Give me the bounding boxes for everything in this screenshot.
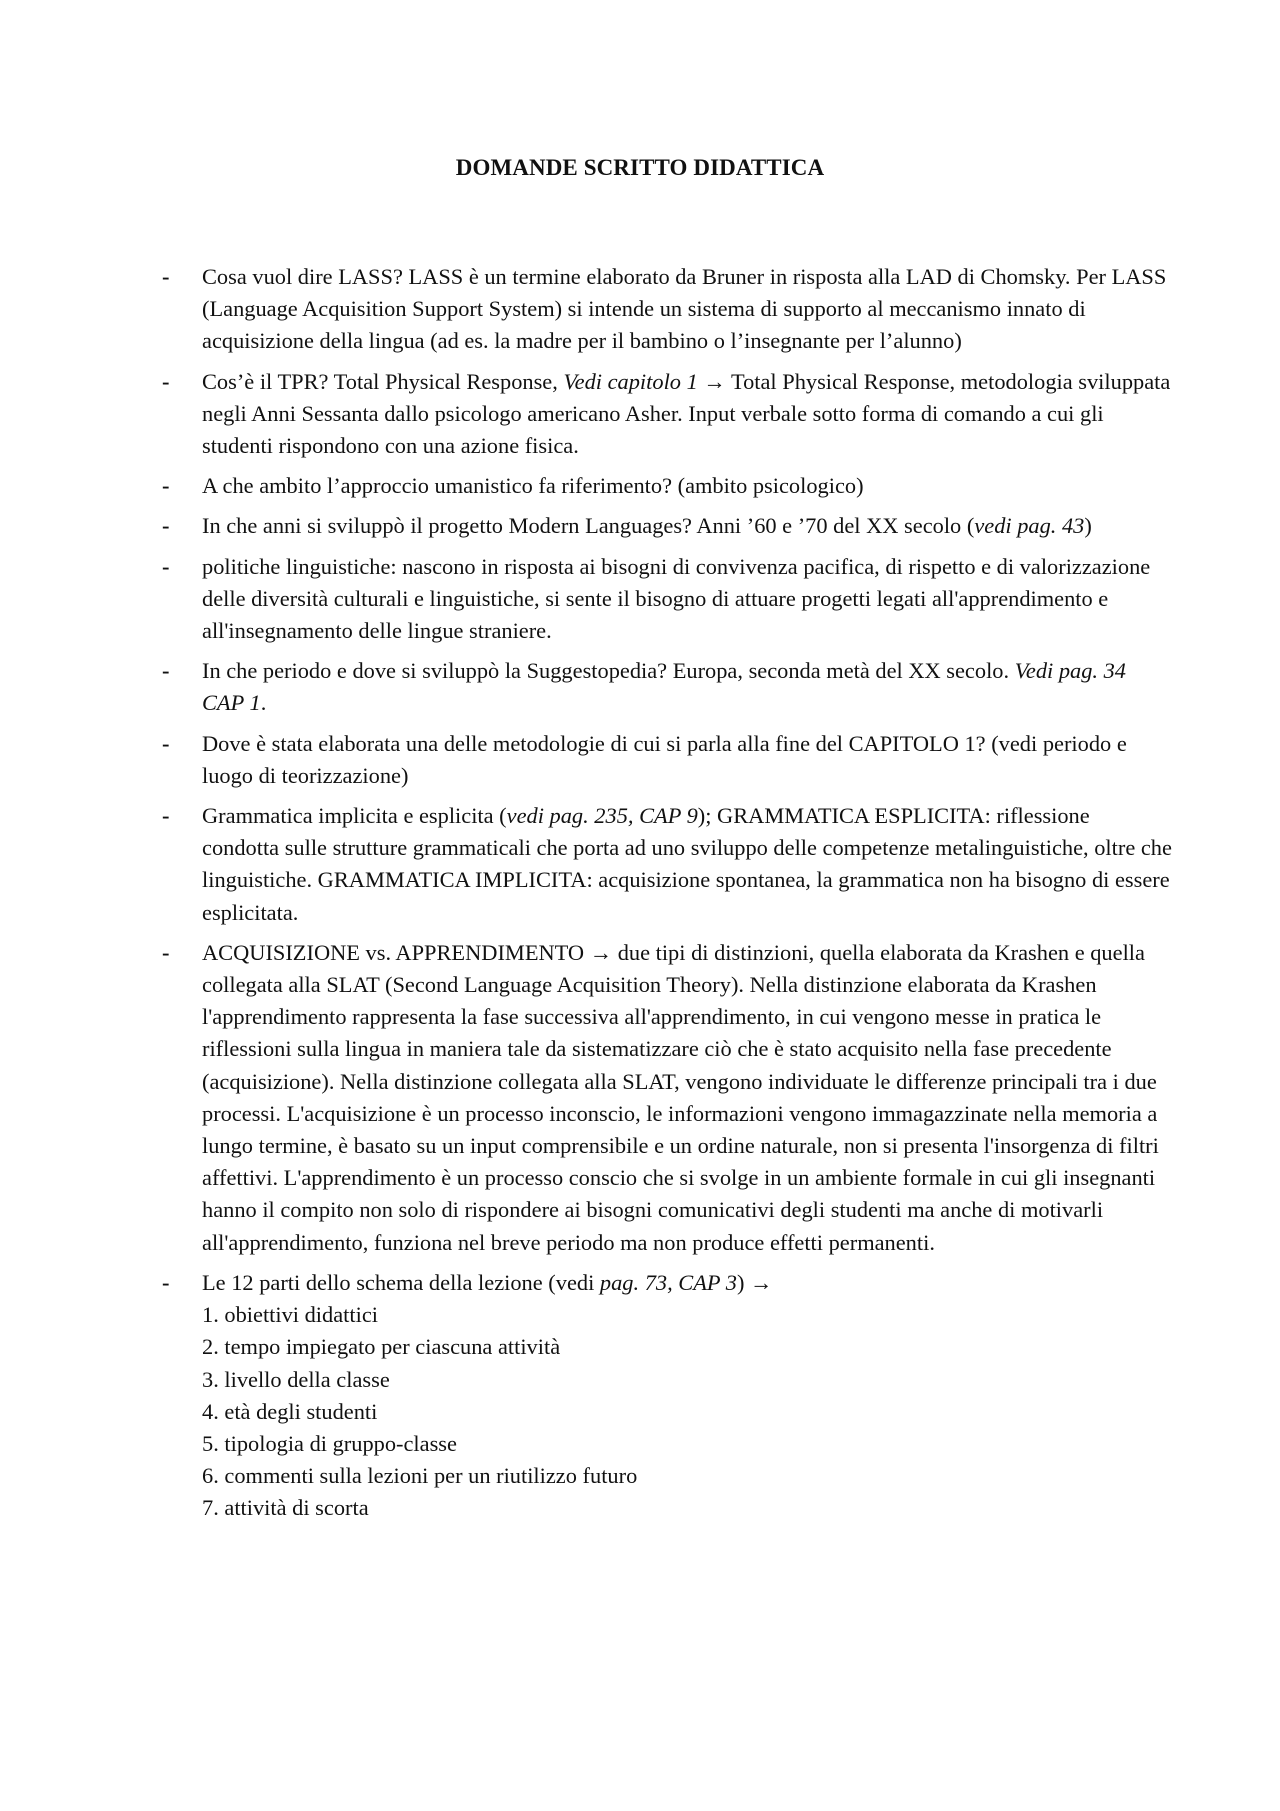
item-text: Dove è stata elaborata una delle metodologie di cui si parla alla fine del CAPITOLO 1? (vedi periodo e luogo di teorizzazione) bbox=[202, 730, 1127, 788]
dash-bullet-icon: - bbox=[162, 513, 170, 539]
item-text: Cos’è il TPR? Total Physical Response, bbox=[202, 368, 564, 394]
list-item bbox=[162, 366, 1172, 463]
item-text: ); GRAMMATICA ESPLICITA: riflessione condotta sulle strutture grammaticali che porta ad uno sviluppo delle competenze metalinguistiche, oltre che linguistiche. GRAMMATICA IMPLICITA: acquisizione spontanea, la grammatica non ha bisogno di essere esplicitata. bbox=[202, 803, 1172, 925]
list-item bbox=[162, 510, 1172, 542]
item-text: In che periodo e dove si sviluppò la Suggestopedia? Europa, seconda metà del XX secolo. bbox=[202, 658, 1015, 684]
dash-bullet-icon: - bbox=[162, 553, 170, 579]
item-reference: pag. 73, CAP 3 bbox=[599, 1269, 737, 1295]
item-text: . bbox=[260, 690, 267, 716]
list-item bbox=[162, 728, 1172, 792]
item-text: ACQUISIZIONE vs. APPRENDIMENTO → due tipi di distinzioni, quella elaborata da Krashen e quella collegata alla SLAT (Second Language Acquisition Theory). Nella distinzione elaborata da Krashen l'apprendimento rappresenta la fase successiva all'apprendimento, in cui vengono messe in pratica le riflessioni sulla lingua in maniera tale da sistematizzare ciò che è stato acquisito nella fase precedente (acquisizione). Nella distinzione collegata alla SLAT, vengono individuate le differenze principali tra i due processi. L'acquisizione è un processo inconscio, le informazioni vengono immagazzinate nella memoria a lungo termine, è basato su un input comprensibile e un ordine naturale, non si presenta l'insorgenza di filtri affettivi. L'apprendimento è un processo conscio che si svolge in un ambiente formale in cui gli insegnanti hanno il compito non solo di rispondere ai bisogni comunicativi degli studenti ma anche di motivarli all'apprendimento, funziona nel breve periodo ma non produce effetti permanenti. bbox=[202, 939, 1159, 1255]
list-item bbox=[162, 470, 1172, 502]
lesson-plan-part: 6. commenti sulla lezioni per un riutilizzo futuro bbox=[202, 1463, 638, 1489]
item-text: In che anni si sviluppò il progetto Modern Languages? Anni ’60 e ’70 del XX secolo ( bbox=[202, 513, 975, 539]
dash-bullet-icon: - bbox=[162, 1269, 170, 1295]
lesson-plan-part: 1. obiettivi didattici bbox=[202, 1302, 378, 1328]
item-text: Cosa vuol dire LASS? LASS è un termine elaborato da Bruner in risposta alla LAD di Chomsky. Per LASS (Language Acquisition Support System) si intende un sistema di supporto al meccanismo innato di acquisizione della lingua (ad es. la madre per il bambino o l’insegnante per l’alunno) bbox=[202, 264, 1167, 354]
list-item bbox=[162, 655, 1172, 719]
item-reference: Vedi capitolo 1 bbox=[563, 368, 698, 394]
lesson-plan-parts-list bbox=[202, 1299, 1172, 1524]
list-item bbox=[162, 1267, 1172, 1525]
item-reference: vedi pag. 43 bbox=[974, 513, 1085, 539]
list-item bbox=[162, 800, 1172, 929]
lesson-plan-part: 5. tipologia di gruppo-classe bbox=[202, 1430, 457, 1456]
item-text: → Total Physical Response, metodologia sviluppata negli Anni Sessanta dallo psicologo americano Asher. Input verbale sotto forma di comando a cui gli studenti rispondono con una azione fisica. bbox=[202, 368, 1171, 459]
list-item bbox=[162, 937, 1172, 1259]
lesson-plan-part: 3. livello della classe bbox=[202, 1366, 390, 1392]
item-reference: vedi pag. 235, CAP 9 bbox=[506, 803, 698, 829]
document-title: DOMANDE SCRITTO DIDATTICA bbox=[455, 155, 825, 180]
lesson-plan-part: 4. età degli studenti bbox=[202, 1398, 378, 1424]
question-list bbox=[162, 261, 1172, 1533]
item-text: politiche linguistiche: nascono in risposta ai bisogni di convivenza pacifica, di rispetto e di valorizzazione delle diversità culturali e linguistiche, si sente il bisogno di attuare progetti legati all'apprendimento e all'insegnamento delle lingue straniere. bbox=[202, 553, 1151, 644]
dash-bullet-icon: - bbox=[162, 368, 170, 394]
item-text: Grammatica implicita e esplicita ( bbox=[202, 803, 507, 829]
dash-bullet-icon: - bbox=[162, 658, 170, 684]
list-item bbox=[162, 261, 1172, 358]
item-reference: Vedi pag. 34 CAP 1 bbox=[202, 658, 1127, 716]
dash-bullet-icon: - bbox=[162, 803, 170, 829]
dash-bullet-icon: - bbox=[162, 473, 170, 499]
list-item bbox=[162, 551, 1172, 648]
dash-bullet-icon: - bbox=[162, 939, 170, 965]
item-text: ) bbox=[1084, 513, 1092, 539]
item-text: Le 12 parti dello schema della lezione (vedi bbox=[202, 1269, 600, 1295]
lesson-plan-part: 2. tempo impiegato per ciascuna attività bbox=[202, 1334, 561, 1360]
lesson-plan-part: 7. attività di scorta bbox=[202, 1495, 369, 1521]
dash-bullet-icon: - bbox=[162, 264, 170, 289]
dash-bullet-icon: - bbox=[162, 730, 170, 756]
item-text: ) → bbox=[736, 1269, 773, 1295]
item-text: A che ambito l’approccio umanistico fa riferimento? (ambito psicologico) bbox=[202, 473, 864, 499]
